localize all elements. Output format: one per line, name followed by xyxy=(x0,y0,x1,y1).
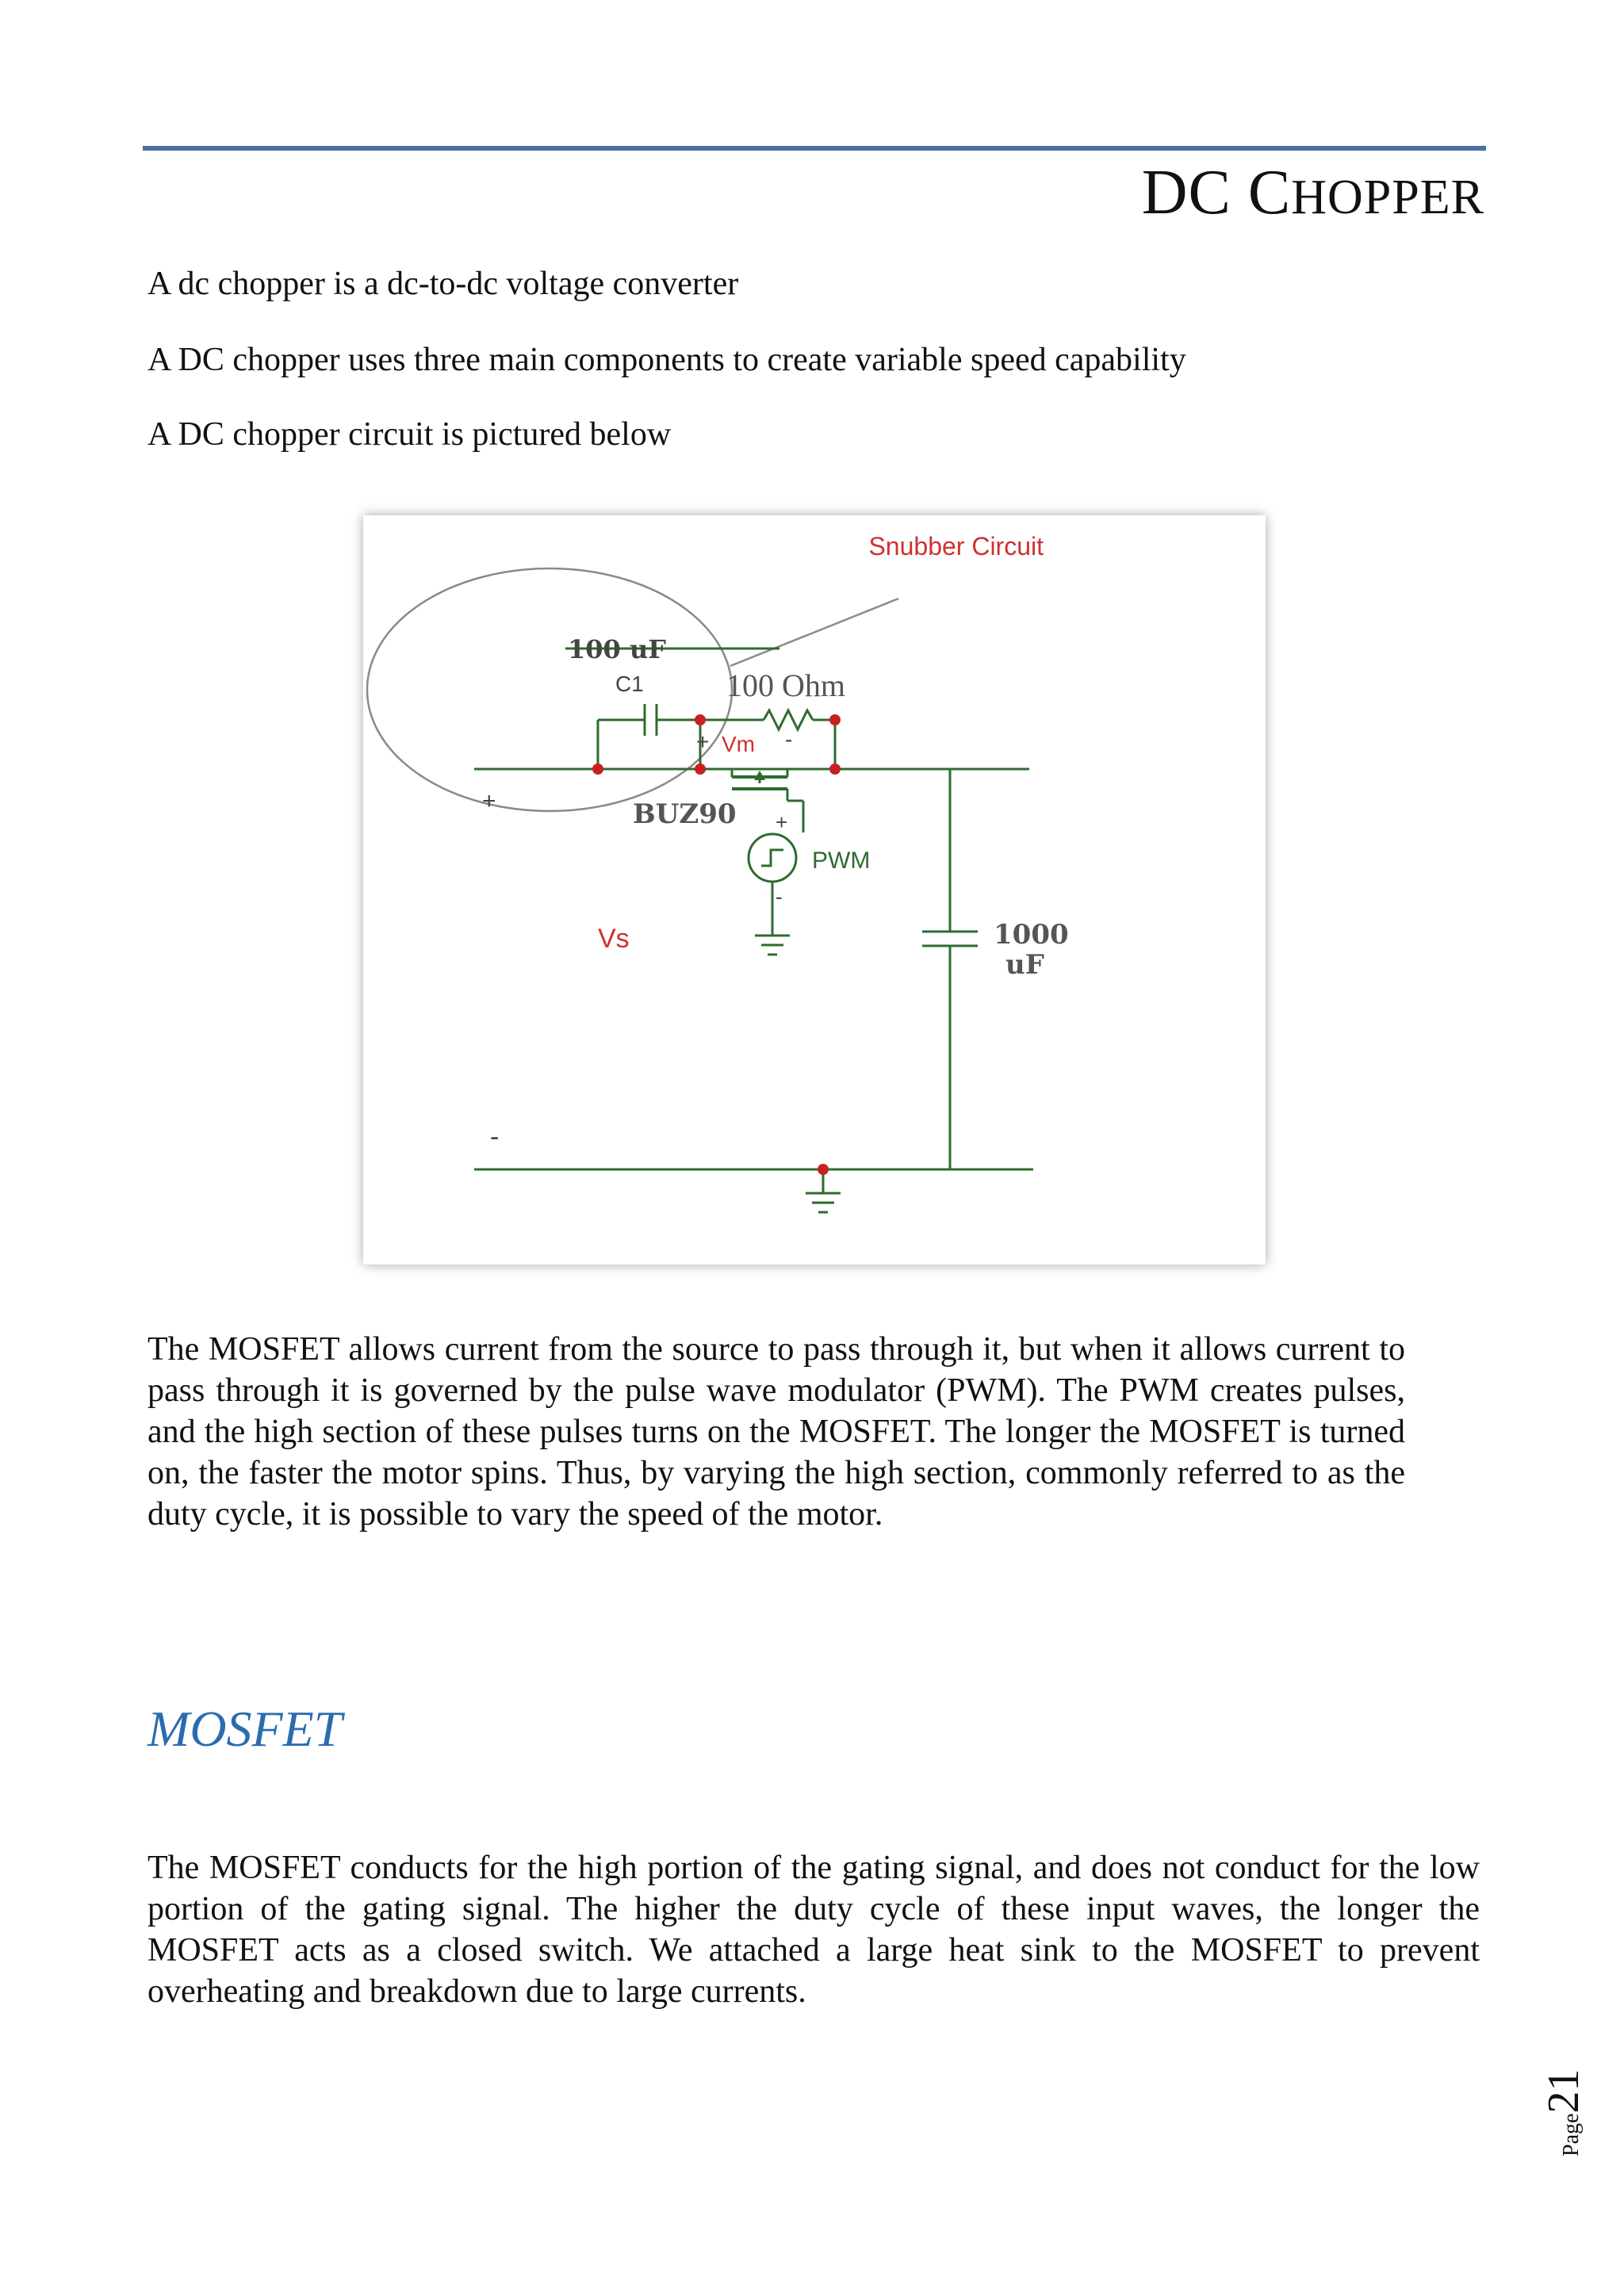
section-heading-mosfet: MOSFET xyxy=(147,1701,343,1757)
cap-value-line1: 1000 xyxy=(994,919,1069,951)
pwm-explanation-paragraph: The MOSFET allows current from the source to pass through it, but when it allows current to pass through it is governed by the pulse wave modulator (PWM). The PWM creates pulses, and the high section of these pulses turns on the MOSFET. The longer the MOSFET is turned on, the faster the motor spins. Thus, by varying the high section, commonly referred to as the duty cycle, it is possible to vary the speed of the motor. xyxy=(147,1331,1405,1533)
source-minus: - xyxy=(490,1122,500,1152)
cap-value-line2: uF xyxy=(1005,949,1044,981)
intro-line-1: A dc chopper is a dc-to-dc voltage converter xyxy=(147,266,739,302)
intro-line-3: A DC chopper circuit is pictured below xyxy=(147,416,672,453)
intro-line-2: A DC chopper uses three main components to create variable speed capability xyxy=(147,342,1186,378)
snubber-pointer xyxy=(730,599,898,666)
vm-plus: + xyxy=(696,729,710,754)
vm-minus: - xyxy=(785,727,793,752)
source-plus: + xyxy=(482,788,496,814)
page-number-value: 21 xyxy=(1539,2068,1588,2114)
page-label: Page xyxy=(1559,2113,1584,2156)
node-dot xyxy=(592,763,603,775)
snubber-ellipse xyxy=(367,568,732,811)
mosfet-label: BUZ90 xyxy=(633,798,737,830)
node-dot xyxy=(818,1164,829,1175)
pwm-minus: - xyxy=(776,885,783,909)
source-label: Vs xyxy=(598,924,630,954)
pwm-plus: + xyxy=(776,810,788,834)
page-title: DC CHOPPER xyxy=(1141,158,1484,228)
node-dot xyxy=(695,763,706,775)
vm-label: Vm xyxy=(722,732,755,756)
node-dot xyxy=(829,763,841,775)
page-number xyxy=(1538,2030,1586,2156)
node-dot xyxy=(695,714,706,725)
pwm-pulse-glyph xyxy=(761,850,783,866)
resistor-label: 100 Ohm xyxy=(726,668,845,703)
pwm-label: PWM xyxy=(812,848,871,874)
snubber-label: Snubber Circuit xyxy=(868,532,1044,561)
mosfet-paragraph: The MOSFET conducts for the high portion of the gating signal, and does not conduct for the low portion of the gating signal. The higher the duty cycle of these input waves, the longer the MOSFET acts as a closed switch. We attached a large heat sink to the MOSFET to prevent overheating and breakdown due to large currents. xyxy=(147,1850,1480,2010)
c1-name-label: C1 xyxy=(615,672,644,696)
pwm-source xyxy=(749,834,796,882)
c1-value-label: 100 uF xyxy=(568,634,666,664)
circuit-diagram xyxy=(363,515,1266,1265)
circuit-figure xyxy=(363,515,1266,1265)
header-rule xyxy=(143,146,1486,151)
node-dot xyxy=(829,714,841,725)
